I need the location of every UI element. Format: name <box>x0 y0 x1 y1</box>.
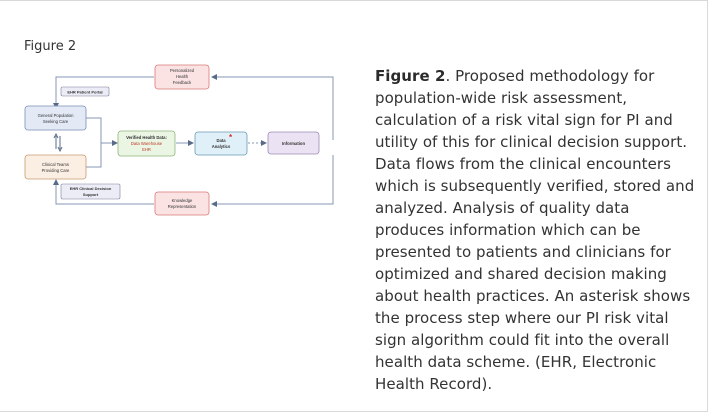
caption-text: . Proposed methodology for population-wide risk assessment, calculation of a risk vital sign for PI and utility of this for clinical decision support. Data flows from the clinical encounters which is subsequently verified, stored and analyzed. Analysis of quality data produces information which can be presented to patients and clinicians for optimized and shared decision making about health practices. An asterisk shows the process step where our PI risk vital sign algorithm could fit into the overall health data scheme. (EHR, Electronic Health Record). <box>375 67 695 393</box>
verified-health-data-label: Verified Health Data: <box>126 135 167 140</box>
double-arrow-icon <box>54 134 62 151</box>
data-analytics-line-1: Data <box>216 138 226 143</box>
data-analytics-line-2: Analytics <box>211 144 231 149</box>
clinical-teams-line-1: Clinical Teams <box>42 162 69 167</box>
line-info-to-feedback <box>212 77 333 140</box>
ehr-cds-box <box>61 184 120 199</box>
line-info-to-knowledge <box>212 155 333 204</box>
knowledge-representation-box <box>155 192 209 215</box>
ehr-label: EHR <box>142 147 151 152</box>
information-box <box>268 132 319 154</box>
knowledge-line-2: Representation <box>167 204 197 209</box>
verified-health-data-box <box>118 131 175 156</box>
ehr-patient-portal-label: EHR Patient Portal <box>67 89 103 95</box>
data-analytics-box <box>195 132 247 155</box>
general-population-box <box>25 106 86 130</box>
figure-label: Figure 2 <box>24 39 77 54</box>
personalized-feedback-box <box>155 65 209 89</box>
feedback-line-2: Health <box>175 74 189 79</box>
data-warehouse-label: Data Warehouse <box>130 141 163 146</box>
figure-caption <box>375 65 695 395</box>
general-population-line-2: Seeking Care <box>42 119 69 124</box>
information-label: Information <box>281 141 306 146</box>
general-population-line-1: General Population <box>37 113 74 118</box>
line-left-to-verified <box>86 118 101 167</box>
ehr-cds-line-2: Support <box>82 192 99 197</box>
asterisk-marker: * <box>229 133 233 142</box>
feedback-line-1: Personalized <box>169 68 195 73</box>
clinical-teams-box <box>25 155 86 179</box>
clinical-teams-line-2: Providing Care <box>41 168 70 173</box>
knowledge-line-1: Knowledge <box>171 198 193 203</box>
feedback-line-3: Feedback <box>172 80 192 85</box>
caption-title: Figure 2 <box>375 67 446 85</box>
ehr-patient-portal-box <box>61 87 109 96</box>
ehr-cds-line-1: EHR Clinical Decision <box>69 186 112 191</box>
